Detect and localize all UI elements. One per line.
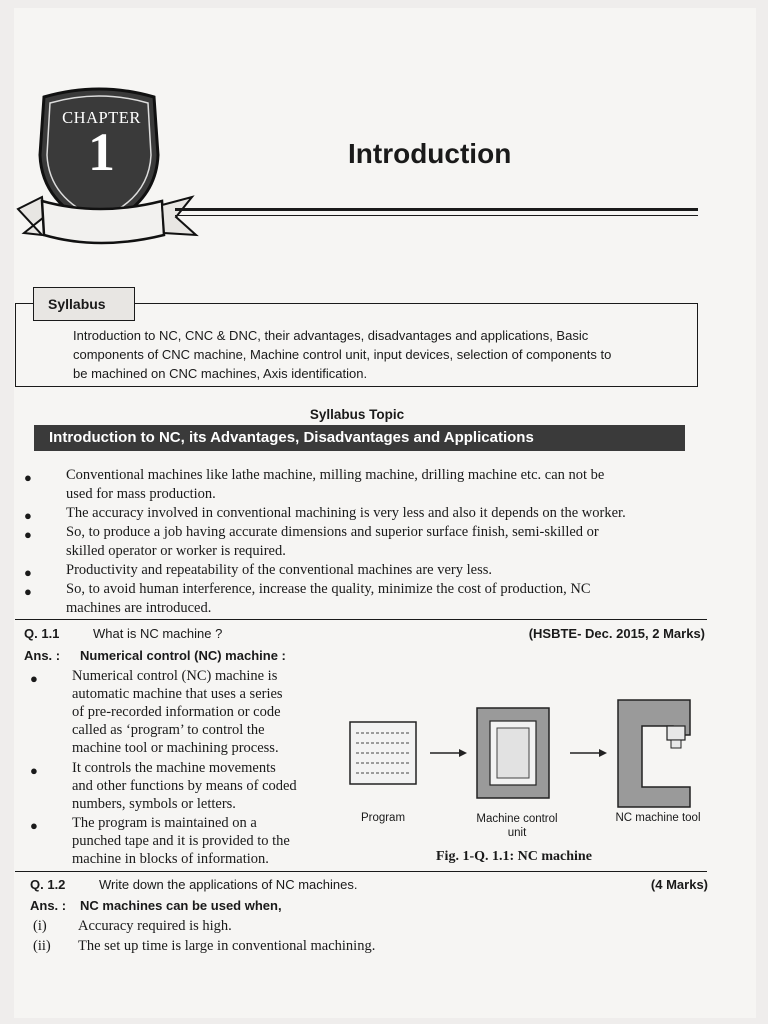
bullet-icon: ● [30,818,38,833]
answer-bullet-line: It controls the machine movements [72,760,276,776]
intro-bullet [66,523,702,561]
answer-label: Ans. : [24,648,61,663]
list-item-text: The set up time is large in conventional machining. [78,938,376,954]
answer-heading: NC machines can be used when, [80,898,282,913]
intro-bullet-line: Productivity and repeatability of the conventional machines are very less. [66,562,493,578]
figure-label: NC machine tool [615,812,701,824]
figure-label [455,812,579,840]
bullet-icon: ● [24,584,32,599]
figure-label-line: unit [507,827,527,839]
syllabus-line: be machined on CNC machines, Axis identification. [73,366,368,381]
bullet-icon: ● [30,763,38,778]
answer-bullet-line: machine in blocks of information. [72,851,269,867]
topic-banner: Introduction to NC, its Advantages, Disadvantages and Applications [34,425,685,451]
question-number: Q. 1.2 [30,877,66,892]
question-text: Write down the applications of NC machines. [99,877,358,892]
section-divider [15,619,707,620]
syllabus-line: Introduction to NC, CNC & DNC, their advantages, disadvantages and applications, Basic [73,328,589,343]
chapter-title: Introduction [348,138,512,169]
chapter-badge-text: CHAPTER [62,108,141,127]
intro-bullet [66,504,702,523]
bullet-icon: ● [24,565,32,580]
machine-control-unit-icon [477,708,549,798]
answer-bullet-line: numbers, symbols or letters. [72,796,236,812]
title-rule [175,208,698,211]
title-rule-thin [175,215,698,216]
bullet-icon: ● [24,508,32,523]
answer-bullet-line: of pre-recorded information or code [72,704,281,720]
bullet-icon: ● [30,671,38,686]
bullet-icon: ● [24,527,32,542]
intro-bullet-line: machines are introduced. [66,600,212,616]
question-marks: (HSBTE- Dec. 2015, 2 Marks) [528,626,705,641]
answer-bullet-line: punched tape and it is provided to the [72,833,290,849]
figure-label: Program [360,812,406,824]
answer-bullet-line: and other functions by means of coded [72,778,297,794]
answer-bullet-line: Numerical control (NC) machine is [72,668,278,684]
section-divider [15,871,707,872]
intro-bullet [66,580,702,618]
bullet-icon: ● [24,470,32,485]
syllabus-label: Syllabus [33,287,135,321]
answer-bullet-line: called as ‘program’ to control the [72,722,265,738]
figure-label-line: Machine control [476,813,558,825]
chapter-number: 1 [88,122,115,182]
answer-bullet-line: The program is maintained on a [72,815,257,831]
intro-bullet-line: skilled operator or worker is required. [66,543,286,559]
intro-bullet-line: used for mass production. [66,486,216,502]
list-item-number: (ii) [33,938,51,954]
question-number: Q. 1.1 [24,626,60,641]
arrow-right-icon [570,749,607,757]
answer-bullet [72,667,324,757]
question-marks: (4 Marks) [650,877,708,892]
syllabus-line: components of CNC machine, Machine control unit, input devices, selection of components to [73,347,612,362]
syllabus-topic-label: Syllabus Topic [309,407,405,422]
answer-bullet [72,814,324,868]
figure-caption: Fig. 1-Q. 1.1: NC machine [436,849,592,864]
intro-bullet-line: So, to produce a job having accurate dimensions and superior surface finish, semi-skilled or [66,524,599,540]
answer-bullet-line: machine tool or machining process. [72,740,279,756]
answer-heading: Numerical control (NC) machine : [80,648,286,663]
question-text: What is NC machine ? [93,626,223,641]
program-tape-icon [350,722,416,784]
nc-machine-diagram [345,695,715,815]
answer-bullet-line: automatic machine that uses a series [72,686,283,702]
intro-bullet [66,561,702,580]
answer-bullet [72,759,324,813]
answer-label: Ans. : [30,898,67,913]
list-item-number: (i) [33,918,47,934]
nc-machine-tool-icon [618,700,690,807]
arrow-right-icon [430,749,467,757]
intro-bullet [66,466,702,504]
list-item-text: Accuracy required is high. [78,918,232,934]
intro-bullet-line: Conventional machines like lathe machine, milling machine, drilling machine etc. can not be [66,467,605,483]
intro-bullet-line: So, to avoid human interference, increase the quality, minimize the cost of production, NC [66,581,591,597]
syllabus-text [73,326,689,383]
intro-bullet-line: The accuracy involved in conventional machining is very less and also it depends on the worker. [66,505,626,521]
